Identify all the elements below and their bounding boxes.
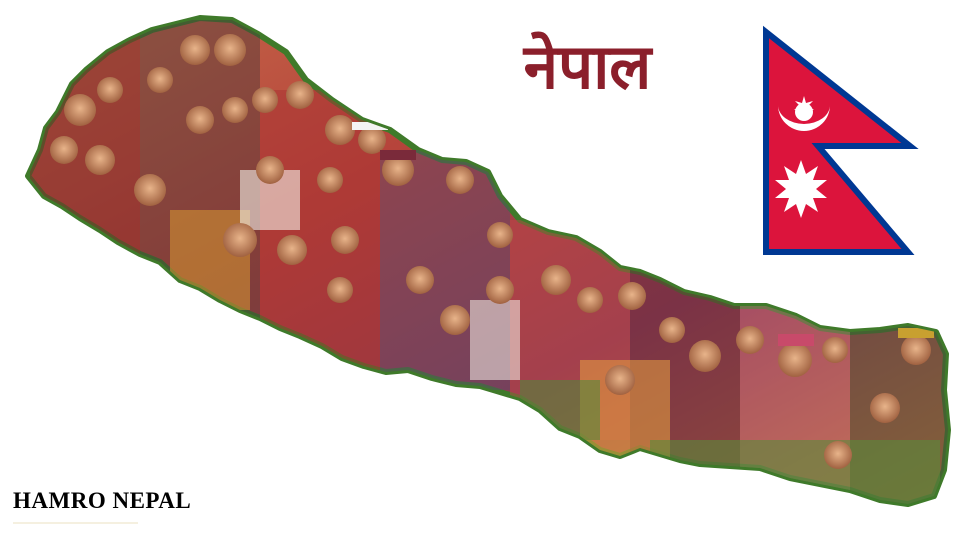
hamro-nepal-caption: HAMRO NEPAL [13,488,192,513]
nepal-flag [766,32,910,252]
caption-underline [13,522,138,524]
nepal-title: नेपाल [523,30,652,103]
